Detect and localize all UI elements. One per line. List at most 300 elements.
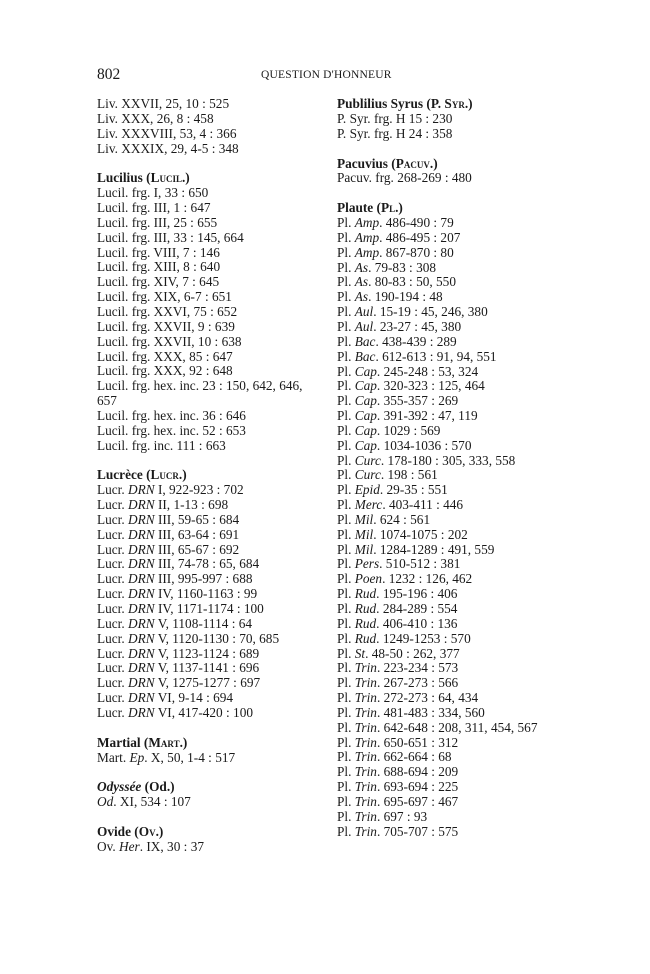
section-title: Lucrèce (Lucr.) xyxy=(97,467,187,483)
section-title: Pacuvius (Pacuv.) xyxy=(337,155,438,171)
author-abbreviation: Ov. xyxy=(138,824,159,840)
entry-prefix: Lucil. frg. VIII, 7 : 146 xyxy=(97,244,220,260)
author-abbreviation: Pl. xyxy=(380,200,399,216)
entry-prefix: Lucr. xyxy=(97,690,129,706)
index-entry xyxy=(97,439,322,454)
entry-prefix: Pl. xyxy=(337,408,355,424)
index-entry xyxy=(337,335,637,350)
entry-reference: . 438-439 : 289 xyxy=(375,333,457,349)
index-entry xyxy=(337,409,637,424)
entry-prefix: Pl. xyxy=(337,660,355,676)
entry-prefix: Pl. xyxy=(337,467,355,483)
work-title: Epid xyxy=(354,482,380,498)
entry-prefix: Lucil. frg. III, 1 : 647 xyxy=(97,200,211,216)
index-entry xyxy=(97,364,322,379)
entry-reference: III, 995-997 : 688 xyxy=(154,571,253,587)
index-section xyxy=(97,171,322,453)
index-section xyxy=(97,736,322,766)
entry-prefix: Lucr. xyxy=(97,541,129,557)
index-entry xyxy=(337,424,637,439)
entry-prefix: Lucil. frg. XIII, 8 : 640 xyxy=(97,259,221,275)
work-title: Cap xyxy=(354,393,377,409)
index-entry xyxy=(337,602,637,617)
work-title: Cap xyxy=(354,408,377,424)
entry-prefix: Pl. xyxy=(337,422,355,438)
author-abbreviation: Lucil. xyxy=(150,170,186,186)
index-section xyxy=(97,468,322,720)
index-entry xyxy=(337,216,637,231)
entry-reference: . 403-411 : 446 xyxy=(382,497,464,513)
author-abbreviation: Mart. xyxy=(148,734,183,750)
entry-prefix: Lucr. xyxy=(97,601,129,616)
index-section xyxy=(97,780,322,810)
entry-prefix: Lucil. frg. III, 25 : 655 xyxy=(97,214,218,230)
entry-prefix: Pl. xyxy=(337,690,355,706)
work-title: Curc xyxy=(354,467,381,483)
entry-prefix: Pl. xyxy=(337,645,355,661)
entry-reference: . 867-870 : 80 xyxy=(379,244,454,260)
section-title: Martial (Mart.) xyxy=(97,734,188,750)
entry-prefix: Pl. xyxy=(337,482,355,498)
entry-reference: III, 59-65 : 684 xyxy=(154,511,240,527)
entry-reference: . 650-651 : 312 xyxy=(376,734,459,750)
entry-prefix: Pl. xyxy=(337,556,355,572)
entry-prefix: Pl. xyxy=(337,586,355,602)
entry-reference: . X, 50, 1-4 : 517 xyxy=(144,749,236,765)
index-entry xyxy=(337,661,637,676)
index-entry xyxy=(97,647,322,662)
work-title: Amp xyxy=(354,215,380,231)
entry-reference: . 486-490 : 79 xyxy=(379,215,454,231)
work-title: Ep xyxy=(129,749,145,765)
work-title: Trin xyxy=(354,734,377,750)
entry-reference: III, 74-78 : 65, 684 xyxy=(154,556,260,572)
entry-prefix: Pl. xyxy=(337,779,355,795)
entry-prefix: P. Syr. frg. H 15 : 230 xyxy=(337,110,453,126)
index-entry xyxy=(97,350,322,365)
entry-reference: II, 1-13 : 698 xyxy=(154,497,229,513)
work-title: Bac xyxy=(354,333,376,349)
work-title: DRN xyxy=(128,630,155,646)
entry-reference: . 695-697 : 467 xyxy=(376,793,459,809)
work-title: As xyxy=(354,274,369,290)
entry-prefix: Lucr. xyxy=(97,511,129,527)
index-entry xyxy=(337,513,637,528)
entry-prefix: Pl. xyxy=(337,526,355,542)
entry-prefix: Pl. xyxy=(337,363,355,379)
work-title: Trin xyxy=(354,660,377,676)
work-title: Rud xyxy=(354,630,377,646)
work-title: Rud xyxy=(354,615,377,631)
author-name: Lucrèce xyxy=(97,467,143,483)
entry-prefix: Pl. xyxy=(337,675,355,691)
section-title: Odyssée (Od.) xyxy=(97,779,175,795)
index-entry xyxy=(97,97,322,112)
author-abbreviation: P. Syr. xyxy=(430,96,469,111)
index-entry xyxy=(97,498,322,513)
work-title: DRN xyxy=(128,675,155,691)
entry-prefix: Pl. xyxy=(337,378,355,394)
index-section xyxy=(337,201,637,839)
work-title: Trin xyxy=(354,823,377,839)
entry-reference: VI, 417-420 : 100 xyxy=(154,704,253,720)
author-name: Ovide xyxy=(97,824,131,840)
entry-prefix: P. Syr. frg. H 24 : 358 xyxy=(337,125,453,141)
running-title: QUESTION D'HONNEUR xyxy=(261,69,392,81)
entry-reference: . 1074-1075 : 202 xyxy=(373,526,468,542)
work-title: DRN xyxy=(128,541,155,557)
index-entry xyxy=(337,394,637,409)
entry-reference: . 272-273 : 64, 434 xyxy=(376,690,479,706)
entry-reference: . 481-483 : 334, 560 xyxy=(376,704,485,720)
entry-reference: V, 1275-1277 : 697 xyxy=(154,675,261,691)
work-title: DRN xyxy=(128,497,155,513)
entry-reference: . 1232 : 126, 462 xyxy=(382,571,473,587)
entry-reference: V, 1123-1124 : 689 xyxy=(154,645,260,661)
entry-prefix: Lucr. xyxy=(97,675,129,691)
entry-prefix: Pl. xyxy=(337,497,355,513)
entry-prefix: Lucr. xyxy=(97,615,129,631)
work-title: Trin xyxy=(354,690,377,706)
entry-reference: . 486-495 : 207 xyxy=(379,229,461,245)
index-entry xyxy=(337,765,637,780)
entry-prefix: Pl. xyxy=(337,393,355,409)
entry-prefix: Pl. xyxy=(337,348,355,364)
index-entry xyxy=(337,647,637,662)
author-abbreviation: Od. xyxy=(149,779,171,795)
index-entry xyxy=(337,676,637,691)
index-entry xyxy=(97,424,322,439)
section-title: Publilius Syrus (P. Syr.) xyxy=(337,96,473,111)
entry-reference: . 48-50 : 262, 377 xyxy=(365,645,460,661)
entry-reference: . 284-289 : 554 xyxy=(376,601,458,616)
work-title: DRN xyxy=(128,482,155,498)
entry-prefix: Pl. xyxy=(337,823,355,839)
index-entry xyxy=(337,261,637,276)
entry-prefix: Lucil. frg. XXX, 85 : 647 xyxy=(97,348,233,364)
work-title: Od xyxy=(97,794,114,810)
author-name: Pacuvius xyxy=(337,155,388,171)
index-entry xyxy=(337,557,637,572)
entry-prefix: Lucil. frg. inc. 111 : 663 xyxy=(97,437,226,453)
section-title: Ovide (Ov.) xyxy=(97,824,164,840)
entry-reference: . 406-410 : 136 xyxy=(376,615,458,631)
entry-reference: . 195-196 : 406 xyxy=(376,586,458,602)
entry-prefix: Liv. XXX, 26, 8 : 458 xyxy=(97,110,214,126)
author-abbreviation: Lucr. xyxy=(150,467,183,483)
entry-prefix: Lucr. xyxy=(97,482,129,498)
work-title: Cap xyxy=(354,422,377,438)
work-title: Amp xyxy=(354,244,380,260)
index-entry xyxy=(97,201,322,216)
entry-prefix: Lucil. frg. XXVII, 9 : 639 xyxy=(97,318,235,334)
index-entry xyxy=(97,572,322,587)
index-entry xyxy=(97,587,322,602)
index-entry xyxy=(337,305,637,320)
index-entry xyxy=(97,543,322,558)
entry-prefix: Pl. xyxy=(337,304,355,320)
entry-reference: I, 922-923 : 702 xyxy=(154,482,244,498)
work-title: Trin xyxy=(354,808,377,824)
entry-reference: VI, 9-14 : 694 xyxy=(154,690,234,706)
entry-prefix: Pl. xyxy=(337,541,355,557)
index-entry xyxy=(97,409,322,424)
work-title: DRN xyxy=(128,556,155,572)
entry-reference: . 642-648 : 208, 311, 454, 567 xyxy=(376,719,538,735)
index-entry xyxy=(337,587,637,602)
page-number: 802 xyxy=(97,66,121,83)
work-title: DRN xyxy=(128,645,155,661)
work-title: Cap xyxy=(354,378,377,394)
entry-prefix: Lucr. xyxy=(97,571,129,587)
index-entry xyxy=(337,171,637,186)
work-title: Trin xyxy=(354,675,377,691)
entry-prefix: Lucil. frg. XXVI, 75 : 652 xyxy=(97,303,238,319)
work-title: DRN xyxy=(128,615,155,631)
entry-prefix: Pl. xyxy=(337,615,355,631)
index-entry xyxy=(97,483,322,498)
entry-prefix: Lucil. frg. XIX, 6-7 : 651 xyxy=(97,289,232,305)
entry-reference: . 223-234 : 573 xyxy=(376,660,459,676)
index-entry xyxy=(97,691,322,706)
author-name: Lucilius xyxy=(97,170,143,186)
index-entry xyxy=(97,290,322,305)
index-entry xyxy=(337,468,637,483)
entry-prefix: Pl. xyxy=(337,630,355,646)
index-entry xyxy=(97,305,322,320)
entry-prefix: Pl. xyxy=(337,333,355,349)
entry-prefix: Lucr. xyxy=(97,660,129,676)
index-entry xyxy=(337,750,637,765)
entry-reference: . 697 : 93 xyxy=(376,808,428,824)
index-entry xyxy=(97,216,322,231)
entry-prefix: Lucr. xyxy=(97,630,129,646)
entry-prefix: Pl. xyxy=(337,244,355,260)
work-title: Aul xyxy=(354,304,374,320)
index-entry xyxy=(97,335,322,350)
entry-prefix: Lucil. frg. I, 33 : 650 xyxy=(97,185,209,201)
index-entry xyxy=(97,557,322,572)
entry-prefix: Lucr. xyxy=(97,586,129,602)
work-title: Curc xyxy=(354,452,381,468)
index-entry xyxy=(337,691,637,706)
index-entry xyxy=(337,379,637,394)
index-entry xyxy=(337,617,637,632)
entry-prefix: Mart. xyxy=(97,749,130,765)
entry-prefix: Pl. xyxy=(337,229,355,245)
index-entry xyxy=(337,246,637,261)
work-title: Mil xyxy=(354,511,374,527)
entry-prefix: Lucil. frg. hex. inc. 36 : 646 xyxy=(97,407,246,423)
author-name: Odyssée xyxy=(97,779,142,795)
index-entry xyxy=(337,483,637,498)
work-title: As xyxy=(354,289,369,305)
entry-reference: . 190-194 : 48 xyxy=(368,289,443,305)
index-entry xyxy=(97,513,322,528)
entry-reference: . 662-664 : 68 xyxy=(376,749,452,765)
entry-prefix: Pl. xyxy=(337,452,355,468)
index-entry xyxy=(337,528,637,543)
index-entry xyxy=(97,840,322,855)
index-entry xyxy=(97,112,322,127)
index-entry xyxy=(97,246,322,261)
work-title: Rud xyxy=(354,601,377,616)
entry-prefix: Pl. xyxy=(337,289,355,305)
work-title: DRN xyxy=(128,601,155,616)
entry-prefix: Pl. xyxy=(337,719,355,735)
entry-reference: . 355-357 : 269 xyxy=(376,393,459,409)
index-entry xyxy=(337,543,637,558)
entry-prefix: Pl. xyxy=(337,318,355,334)
entry-prefix: Pl. xyxy=(337,215,355,231)
entry-prefix: Lucil. frg. XXVII, 10 : 638 xyxy=(97,333,242,349)
index-entry xyxy=(337,721,637,736)
work-title: Merc xyxy=(354,497,383,513)
entry-prefix: Liv. XXXVIII, 53, 4 : 366 xyxy=(97,125,237,141)
index-entry xyxy=(97,231,322,246)
entry-reference: . 23-27 : 45, 380 xyxy=(373,318,462,334)
work-title: Rud xyxy=(354,586,377,602)
index-entry xyxy=(337,275,637,290)
entry-prefix: Lucr. xyxy=(97,497,129,513)
entry-prefix: Lucr. xyxy=(97,556,129,572)
index-section xyxy=(337,157,637,187)
index-entry xyxy=(97,260,322,275)
entry-reference: . 320-323 : 125, 464 xyxy=(376,378,485,394)
entry-reference: . 79-83 : 308 xyxy=(368,259,437,275)
work-title: As xyxy=(354,259,369,275)
entry-prefix: Pl. xyxy=(337,749,355,765)
entry-prefix: Pl. xyxy=(337,764,355,780)
entry-prefix: Lucil. frg. hex. inc. 23 : 150, 642, 646, 657 xyxy=(97,378,303,409)
work-title: Amp xyxy=(354,229,380,245)
author-abbreviation: Pacuv. xyxy=(395,155,434,171)
entry-prefix: Pl. xyxy=(337,793,355,809)
index-entry xyxy=(337,780,637,795)
entry-reference: . 1284-1289 : 491, 559 xyxy=(373,541,495,557)
entry-reference: V, 1120-1130 : 70, 685 xyxy=(154,630,280,646)
index-entry xyxy=(337,825,637,840)
work-title: DRN xyxy=(128,571,155,587)
index-entry xyxy=(337,572,637,587)
index-entry xyxy=(337,439,637,454)
entry-prefix: Pl. xyxy=(337,259,355,275)
index-entry xyxy=(97,676,322,691)
section-title: Plaute (Pl.) xyxy=(337,200,403,216)
index-entry xyxy=(337,365,637,380)
index-section xyxy=(337,97,637,142)
index-entry xyxy=(337,810,637,825)
index-entry xyxy=(337,706,637,721)
index-entry xyxy=(97,186,322,201)
entry-reference: III, 63-64 : 691 xyxy=(154,526,240,542)
page-header xyxy=(0,66,650,86)
index-entry xyxy=(97,320,322,335)
entry-reference: V, 1137-1141 : 696 xyxy=(154,660,260,676)
entry-reference: III, 65-67 : 692 xyxy=(154,541,240,557)
entry-reference: . 178-180 : 305, 333, 558 xyxy=(380,452,516,468)
work-title: Mil xyxy=(354,526,374,542)
entry-prefix: Lucil. frg. III, 33 : 145, 664 xyxy=(97,229,244,245)
entry-reference: . 510-512 : 381 xyxy=(379,556,461,572)
entry-reference: IV, 1160-1163 : 99 xyxy=(154,586,258,602)
index-section xyxy=(97,825,322,855)
author-name: Plaute xyxy=(337,200,374,216)
index-entry xyxy=(337,736,637,751)
work-title: Her xyxy=(119,838,140,854)
entry-prefix: Lucil. frg. hex. inc. 52 : 653 xyxy=(97,422,246,438)
index-entry xyxy=(97,127,322,142)
work-title: Mil xyxy=(354,541,374,557)
index-entry xyxy=(337,320,637,335)
entry-reference: V, 1108-1114 : 64 xyxy=(154,615,253,631)
work-title: Trin xyxy=(354,793,377,809)
work-title: DRN xyxy=(128,586,155,602)
entry-reference: . 1029 : 569 xyxy=(376,422,441,438)
entry-prefix: Pl. xyxy=(337,734,355,750)
work-title: Pers xyxy=(354,556,380,572)
entry-prefix: Lucr. xyxy=(97,704,129,720)
entry-reference: . XI, 534 : 107 xyxy=(113,794,191,810)
entry-prefix: Lucr. xyxy=(97,645,129,661)
entry-prefix: Ov. xyxy=(97,838,120,854)
work-title: Trin xyxy=(354,704,377,720)
work-title: Cap xyxy=(354,437,377,453)
entry-prefix: Pacuv. frg. 268-269 : 480 xyxy=(337,170,472,186)
entry-prefix: Lucil. frg. XIV, 7 : 645 xyxy=(97,274,220,290)
work-title: Trin xyxy=(354,719,377,735)
index-entry xyxy=(337,350,637,365)
entry-prefix: Pl. xyxy=(337,511,355,527)
index-entry xyxy=(97,528,322,543)
entry-prefix: Liv. XXVII, 25, 10 : 525 xyxy=(97,96,230,111)
index-column-right xyxy=(337,97,637,840)
index-entry xyxy=(97,661,322,676)
work-title: Trin xyxy=(354,779,377,795)
index-entry xyxy=(337,498,637,513)
index-entry xyxy=(97,632,322,647)
work-title: DRN xyxy=(128,526,155,542)
entry-reference: . 693-694 : 225 xyxy=(376,779,459,795)
index-entry xyxy=(337,112,637,127)
entry-reference: . 612-613 : 91, 94, 551 xyxy=(375,348,497,364)
index-entry xyxy=(337,231,637,246)
entry-reference: . 15-19 : 45, 246, 380 xyxy=(373,304,488,320)
work-title: St xyxy=(354,645,366,661)
index-entry xyxy=(337,632,637,647)
index-entry xyxy=(97,275,322,290)
index-column-left xyxy=(97,97,322,855)
entry-prefix: Lucil. frg. XXX, 92 : 648 xyxy=(97,363,233,379)
entry-reference: . 80-83 : 50, 550 xyxy=(368,274,456,290)
index-entry xyxy=(97,142,322,157)
entry-prefix: Liv. XXXIX, 29, 4-5 : 348 xyxy=(97,140,239,156)
author-name: Martial xyxy=(97,734,141,750)
index-entry xyxy=(337,795,637,810)
entry-reference: . 688-694 : 209 xyxy=(376,764,459,780)
entry-prefix: Pl. xyxy=(337,571,355,587)
entry-reference: . 705-707 : 575 xyxy=(376,823,459,839)
work-title: DRN xyxy=(128,660,155,676)
work-title: Aul xyxy=(354,318,374,334)
index-entry xyxy=(97,379,322,409)
entry-prefix: Pl. xyxy=(337,437,355,453)
index-entry xyxy=(97,751,322,766)
index-entry xyxy=(97,602,322,617)
index-entry xyxy=(337,290,637,305)
index-entry xyxy=(337,127,637,142)
work-title: Trin xyxy=(354,764,377,780)
